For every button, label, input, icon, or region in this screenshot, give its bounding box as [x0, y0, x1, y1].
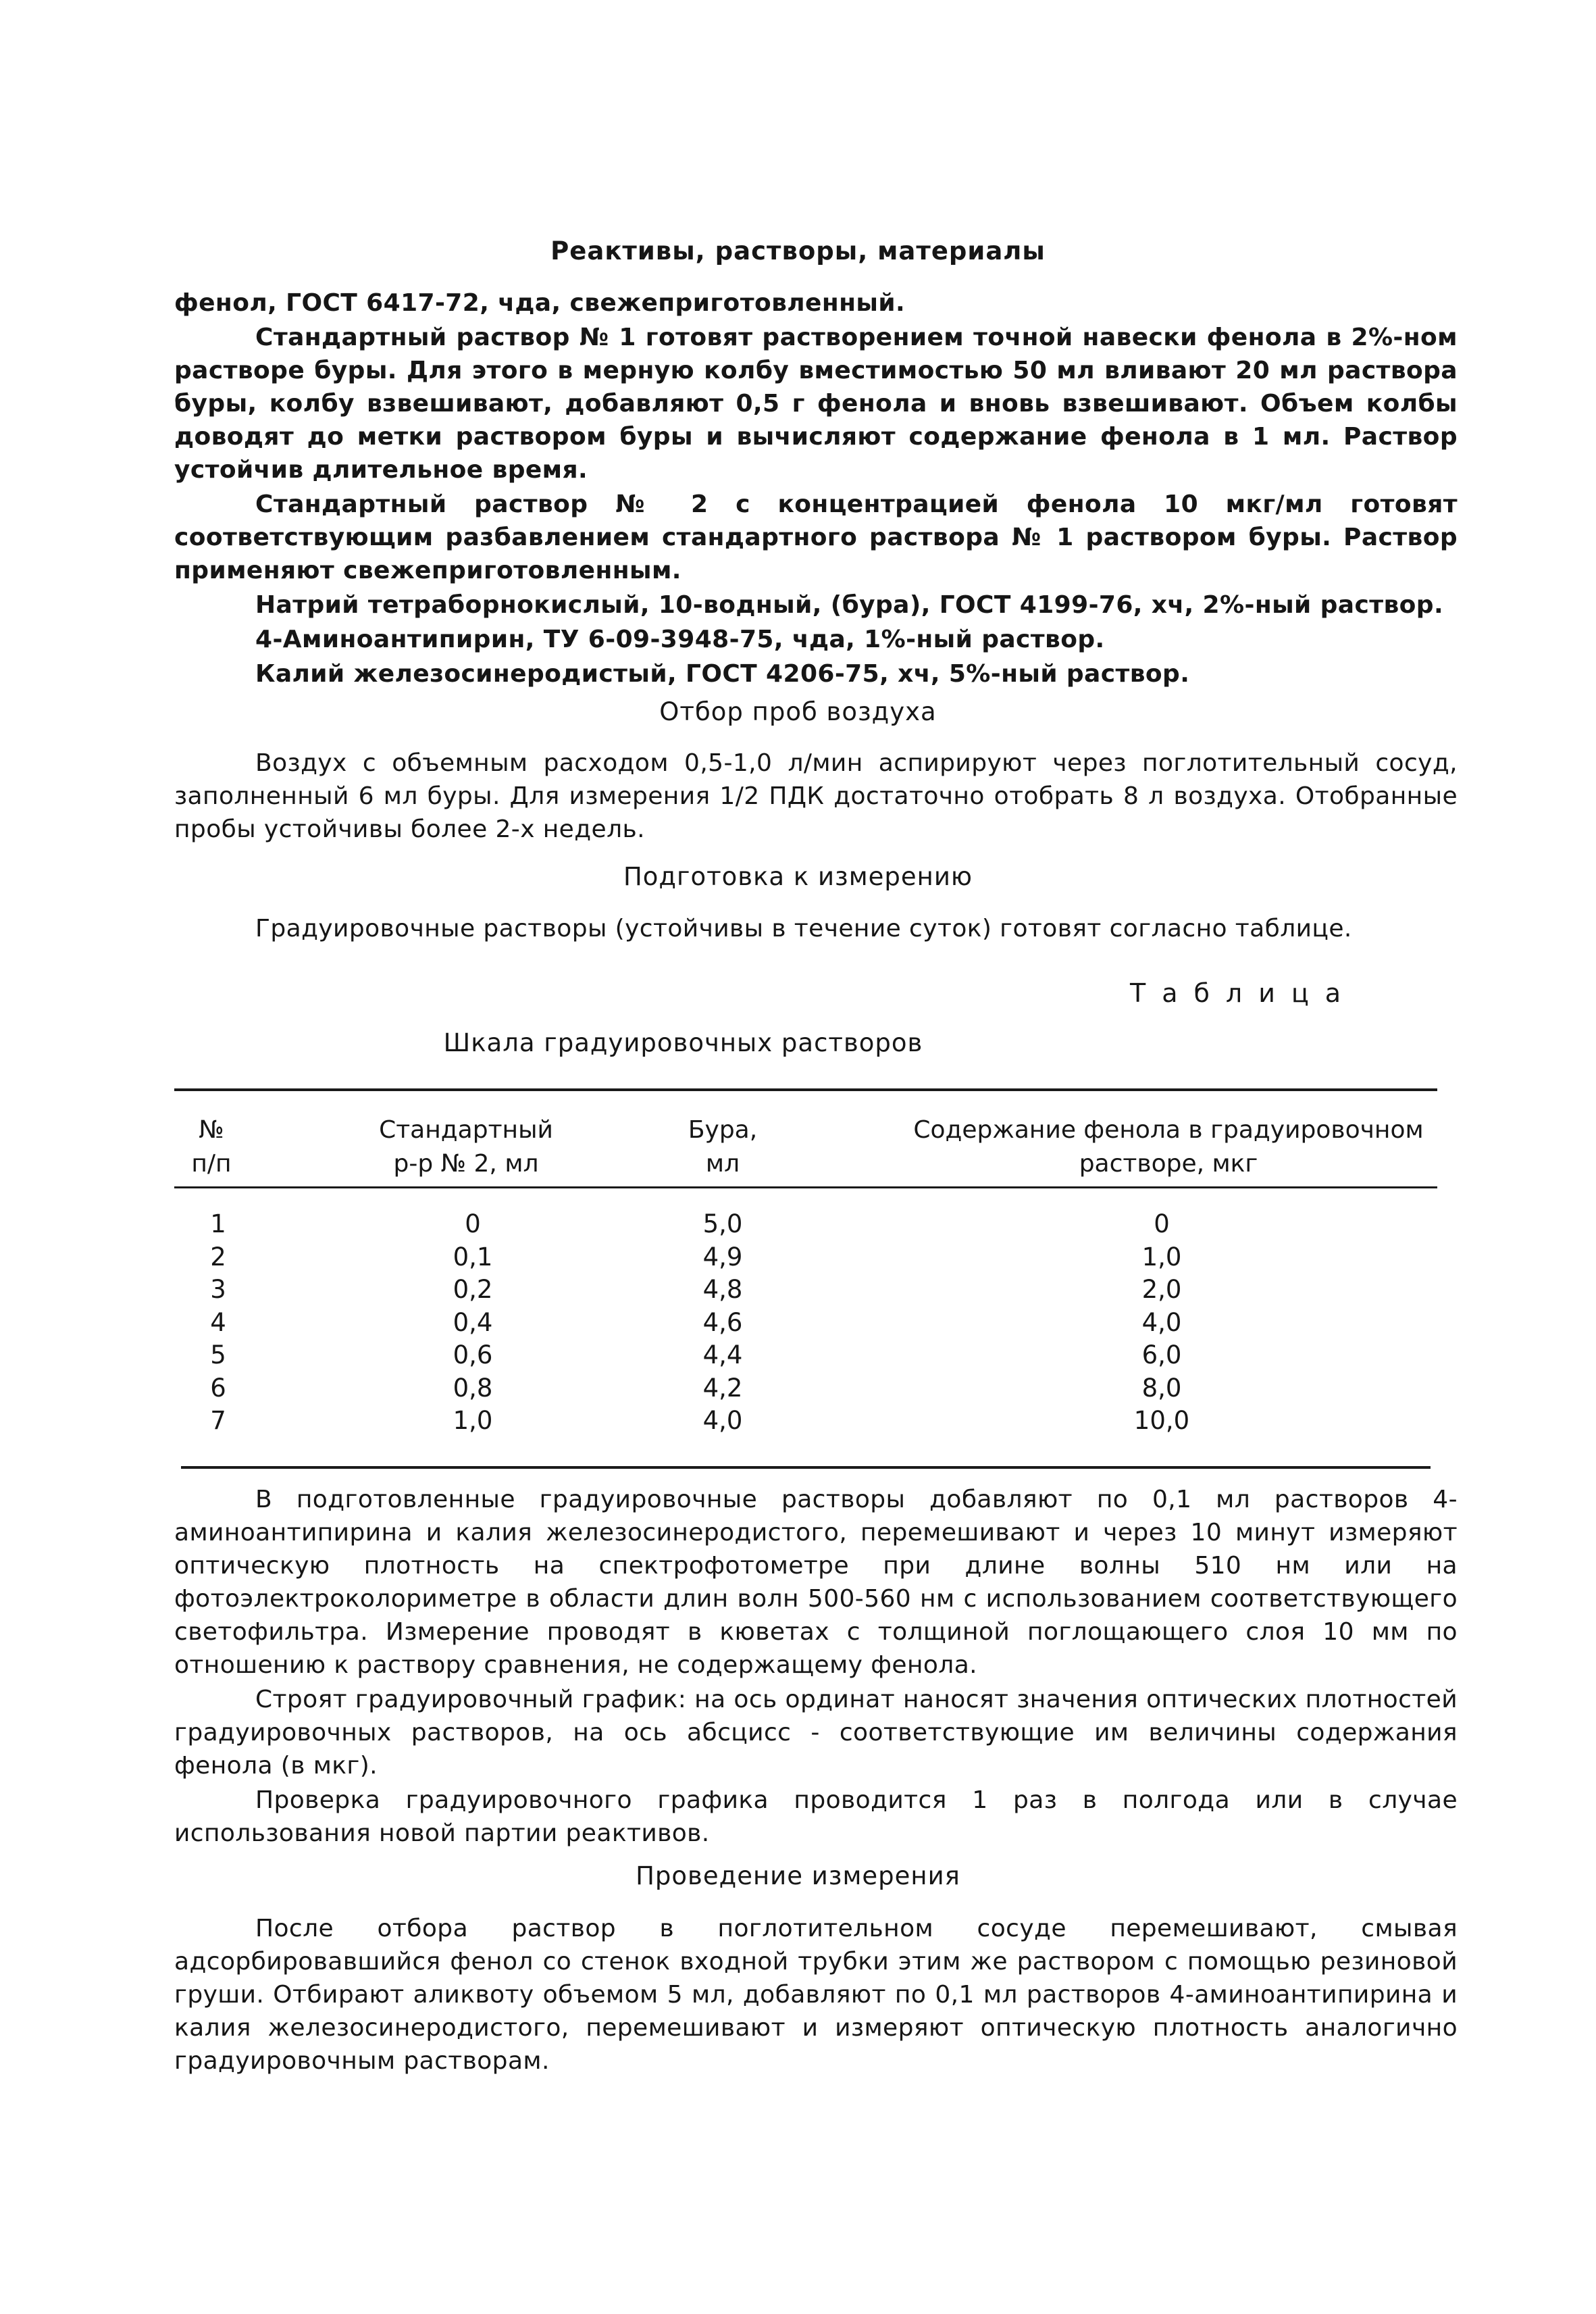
- table-cell: 6: [210, 1373, 226, 1403]
- calibration-graph-text: Строят градуировочный график: на ось ординат наносят значения оптических плотностей градуировочных растворов, на ось абсцисс - соответствующие им величины содержания фенола (в мкг).: [174, 1686, 1458, 1780]
- measurement-procedure-text: В подготовленные градуировочные растворы добавляют по 0,1 мл растворов 4-аминоантипирина и калия железосинеродистого, перемешивают и через 10 минут измеряют оптическую плотность на спектрофотометре при длине волны 510 нм или на фотоэлектроколориметре в области длин волн 500-560 нм с использованием соответствующего светофильтра. Измерение проводят в кюветах с толщиной поглощающего слоя 10 мм по отношению к раствору сравнения, не содержащему фенола.: [174, 1486, 1458, 1679]
- table-bottom-rule: [181, 1466, 1431, 1469]
- table-cell: 0,2: [453, 1275, 493, 1304]
- sampling-block: [174, 747, 1458, 846]
- reagent-phenol: фенол, ГОСТ 6417-72, чда, свежеприготовленный.: [174, 289, 906, 317]
- table-cell: 2: [210, 1242, 226, 1272]
- column-num: [181, 1208, 255, 1438]
- reagent-potassium-ferricyanide: Калий железосинеродистый, ГОСТ 4206-75, хч, 5%-ный раствор.: [255, 660, 1190, 688]
- table-cell: 8,0: [1141, 1373, 1182, 1403]
- preparation-block: [174, 912, 1458, 945]
- column-borax: [655, 1208, 790, 1438]
- table-cell: 5,0: [702, 1209, 743, 1238]
- table-cell: 0,4: [453, 1307, 493, 1337]
- section-heading-reagents: Реактивы, растворы, материалы: [550, 236, 1046, 266]
- table-cell: 1: [210, 1209, 226, 1238]
- table-cell: 4,2: [702, 1373, 743, 1403]
- reagent-borax: Натрий тетраборнокислый, 10-водный, (бура), ГОСТ 4199-76, хч, 2%-ный раствор.: [255, 591, 1444, 619]
- column-standard-solution: [405, 1208, 540, 1438]
- standard-solution-1: Стандартный раствор № 1 готовят растворением точной навески фенола в 2%-ном растворе буры. Для этого в мерную колбу вместимостью 50 мл вливают 20 мл раствора буры, колбу взвешивают, добавляют 0,5 г фенола и вновь взвешивают. Объем колбы доводят до метки раствором буры и вычисляют содержание фенола в 1 мл. Раствор устойчив длительное время.: [174, 324, 1458, 484]
- sampling-text: Воздух с объемным расходом 0,5-1,0 л/мин аспирируют через поглотительный сосуд, заполненный 6 мл буры. Для измерения 1/2 ПДК достаточно отобрать 8 л воздуха. Отобранные пробы устойчивы более 2-х недель.: [174, 749, 1458, 843]
- header-standard-solution: Стандартный р-р № 2, мл: [379, 1116, 553, 1178]
- section-heading-sampling: Отбор проб воздуха: [659, 697, 937, 726]
- measurement-block: [174, 1912, 1458, 2078]
- section-heading-measurement: Проведение измерения: [636, 1861, 960, 1890]
- section-heading-preparation: Подготовка к измерению: [623, 862, 973, 891]
- table-cell: 0,6: [453, 1340, 493, 1369]
- table-cell: 5: [210, 1340, 226, 1369]
- table-cell: 0,8: [453, 1373, 493, 1403]
- after-table-block: [174, 1483, 1458, 1850]
- table-cell: 0,1: [453, 1242, 493, 1272]
- table-cell: 3: [210, 1275, 226, 1304]
- preparation-text: Градуировочные растворы (устойчивы в течение суток) готовят согласно таблице.: [255, 915, 1352, 942]
- table-header-rule: [174, 1186, 1437, 1188]
- table-cell: 10,0: [1133, 1406, 1190, 1435]
- reagent-aminoantipyrine: 4-Аминоантипирин, ТУ 6-09-3948-75, чда, 1%-ный раствор.: [255, 626, 1105, 653]
- header-phenol-content: Содержание фенола в градуировочном растворе, мкг: [913, 1116, 1424, 1178]
- table-cell: 1,0: [1141, 1242, 1182, 1272]
- table-cell: 1,0: [453, 1406, 493, 1435]
- table-cell: 4,9: [702, 1242, 743, 1272]
- calibration-check-text: Проверка градуировочного графика проводится 1 раз в полгода или в случае использования новой партии реактивов.: [174, 1786, 1458, 1847]
- table-cell: 4,0: [1141, 1307, 1182, 1337]
- table-cell: 4,4: [702, 1340, 743, 1369]
- table-cell: 4: [210, 1307, 226, 1337]
- table-cell: 7: [210, 1406, 226, 1435]
- reagents-block: [174, 286, 1458, 690]
- table-cell: 4,0: [702, 1406, 743, 1435]
- table-cell: 4,6: [702, 1307, 743, 1337]
- table-cell: 0: [1154, 1209, 1170, 1238]
- table-cell: 6,0: [1141, 1340, 1182, 1369]
- header-num: № п/п: [191, 1116, 232, 1178]
- table-cell: 0: [465, 1209, 481, 1238]
- table-top-rule: [174, 1088, 1437, 1091]
- table-title: Шкала градуировочных растворов: [443, 1028, 923, 1057]
- measurement-text: После отбора раствор в поглотительном сосуде перемешивают, смывая адсорбировавшийся фенол со стенок входной трубки этим же раствором с помощью резиновой груши. Отбирают аликвоту объемом 5 мл, добавляют по 0,1 мл растворов 4-аминоантипирина и калия железосинеродистого, перемешивают и измеряют оптическую плотность аналогично градуировочным растворам.: [174, 1915, 1458, 2075]
- table-cell: 2,0: [1141, 1275, 1182, 1304]
- table-label: Таблица: [1130, 978, 1358, 1008]
- standard-solution-2: Стандартный раствор № 2 с концентрацией фенола 10 мкг/мл готовят соответствующим разбавлением стандартного раствора № 1 раствором буры. Раствор применяют свежеприготовленным.: [174, 491, 1458, 584]
- header-borax: Бура, мл: [688, 1116, 758, 1178]
- table-cell: 4,8: [702, 1275, 743, 1304]
- column-phenol-content: [1094, 1208, 1229, 1438]
